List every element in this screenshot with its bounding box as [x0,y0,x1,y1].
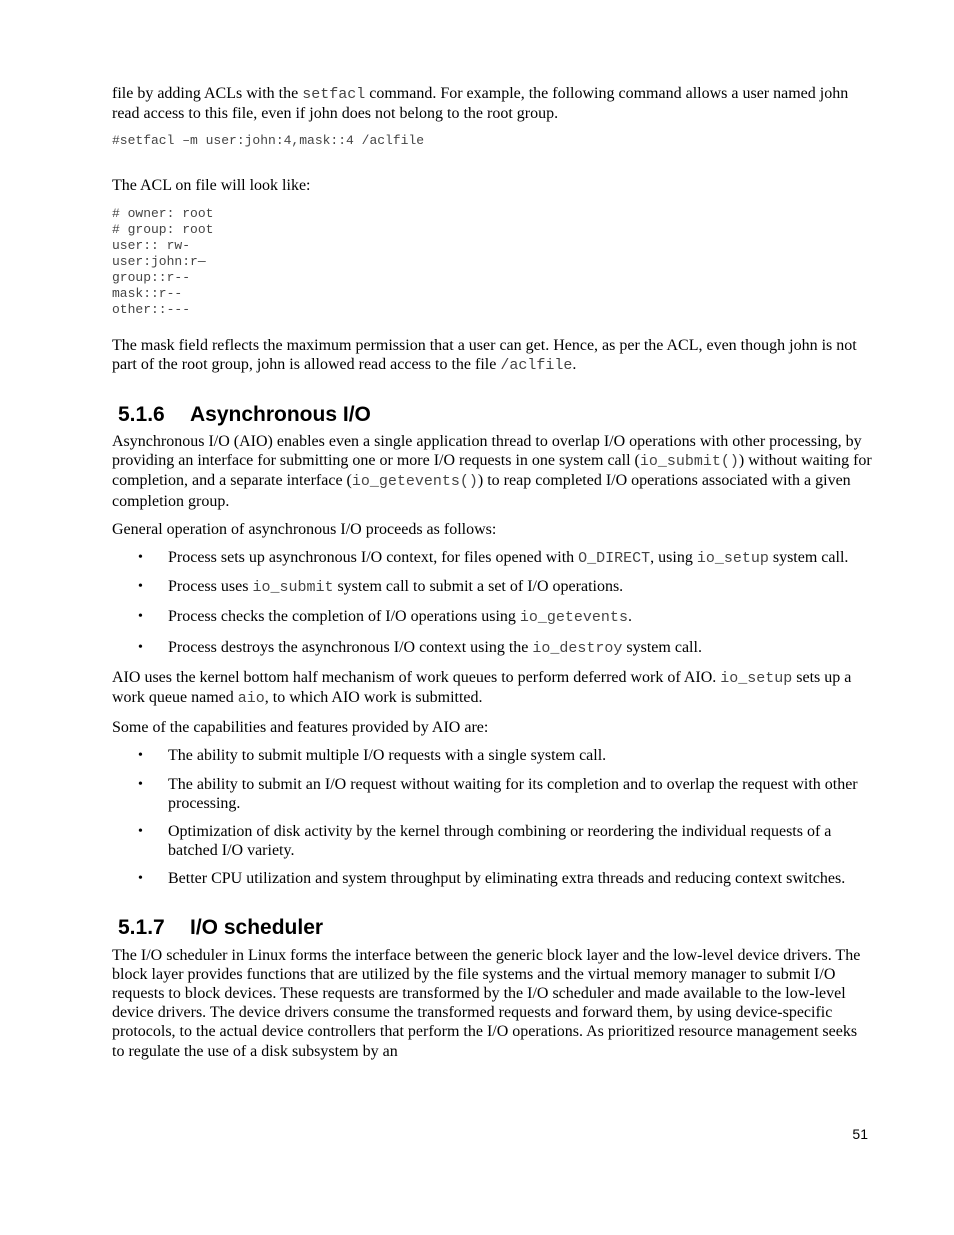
text: Optimization of disk activity by the kernel through combining or reordering the individual requests of a batched I/O variety. [168,823,832,860]
section-title: Asynchronous I/O [190,403,371,427]
acl-line: mask::r-- [112,285,183,301]
text: Process uses [168,578,253,596]
text: , to which AIO work is submitted. [264,689,483,707]
inline-code: O_DIRECT [578,550,651,568]
bullet-icon: • [138,871,143,887]
text: . [627,608,632,626]
text: sets up a work queue named [112,668,852,707]
list-item [112,869,872,888]
aio-steps-list [112,548,872,658]
list-item [112,746,872,765]
text: AIO uses the kernel bottom half mechanism of work queues to perform deferred work of AIO. [112,668,721,686]
intro-paragraph-3 [112,336,872,375]
aio-paragraph-2: General operation of asynchronous I/O proceeds as follows: [112,520,497,538]
inline-code: io_submit() [639,453,739,471]
section-number: 5.1.6 [118,403,165,427]
bullet-icon: • [138,824,143,840]
bullet-icon: • [138,748,143,764]
inline-code: io_destroy [532,639,623,657]
text: Process checks the completion of I/O operations using [168,608,520,626]
text: Better CPU utilization and system throughput by eliminating extra threads and reducing context switches. [168,870,846,888]
inline-code: io_setup [696,550,769,568]
text: ) without waiting for completion, and a separate interface ( [112,452,872,490]
text: ) to reap completed I/O operations associated with a given completion group. [112,472,851,510]
page-number: 51 [852,1126,868,1142]
text: system call to submit a set of I/O operations. [333,578,624,596]
text: system call. [768,549,849,567]
aio-features-list [112,746,872,888]
acl-line: # group: root [112,221,214,237]
inline-code: aio [237,690,265,708]
acl-line: group::r-- [112,269,191,285]
section-title: I/O scheduler [190,915,324,939]
bullet-icon: • [138,639,143,655]
inline-code: io_getevents [519,609,628,627]
text: file by adding ACLs with the [112,85,303,102]
text: system call. [622,638,702,656]
inline-code: /aclfile [500,356,573,374]
list-item [112,607,872,627]
acl-line: user:: rw- [112,237,191,253]
list-item [112,577,872,597]
intro-paragraph-2: The ACL on file will look like: [112,177,311,195]
text: The ability to submit multiple I/O requests with a single system call. [168,747,607,765]
bullet-icon: • [138,579,143,595]
list-item [112,548,872,568]
aio-paragraph-1 [112,432,872,511]
text: Process sets up asynchronous I/O context, for files opened with [168,549,579,567]
inline-code: io_setup [720,669,793,687]
bullet-icon: • [138,550,143,566]
page-content [112,82,872,1061]
text: The ability to submit an I/O request without waiting for its completion and to overlap the request with other processing. [168,775,858,812]
acl-line: # owner: root [112,205,214,221]
text: The mask field reflects the maximum permission that a user can get. Hence, as per the ACL, even though john is not part of the root group, john is allowed read access to the file [112,336,857,373]
command-example: #setfacl –m user:john:4,mask::4 /aclfile [112,133,425,149]
bullet-icon: • [138,609,143,625]
acl-line: user:john:r— [112,253,206,269]
acl-line: other::--- [112,301,191,317]
text: Process destroys the asynchronous I/O context using the [168,638,533,656]
io-scheduler-paragraph-1: The I/O scheduler in Linux forms the interface between the generic block layer and the low-level device drivers. The block layer provides functions that are utilized by the file systems and the virtual memory manager to submit I/O requests to block devices. These requests are transformed by the I/O scheduler and made available to the low-level device drivers. The device drivers consume the transformed requests and forward them, by using device-specific protocols, to the actual device controllers that perform the I/O operations. As prioritized resource management seeks to regulate the use of a disk subsystem by an [112,946,861,1060]
aio-paragraph-4: Some of the capabilities and features provided by AIO are: [112,719,489,737]
intro-paragraph-1 [112,84,872,123]
aio-paragraph-3 [112,668,872,708]
text: . [572,355,577,373]
text: command. For example, the following command allows a user named john read access to this file, even if john does not belong to the root group. [112,85,849,123]
inline-code: io_getevents() [351,473,478,491]
list-item [112,638,872,658]
inline-code: setfacl [302,86,366,103]
list-item [112,822,872,860]
text: Asynchronous I/O (AIO) enables even a single application thread to overlap I/O operations with other processing, by providing an interface for submitting one or more I/O requests in one system call ( [112,433,862,470]
inline-code: io_submit [252,579,334,597]
text: , using [650,549,697,567]
section-number: 5.1.7 [118,915,165,939]
acl-listing [112,206,872,318]
list-item [112,775,872,813]
section-heading-5-1-7 [112,916,872,940]
section-heading-5-1-6 [112,403,872,427]
bullet-icon: • [138,776,143,792]
